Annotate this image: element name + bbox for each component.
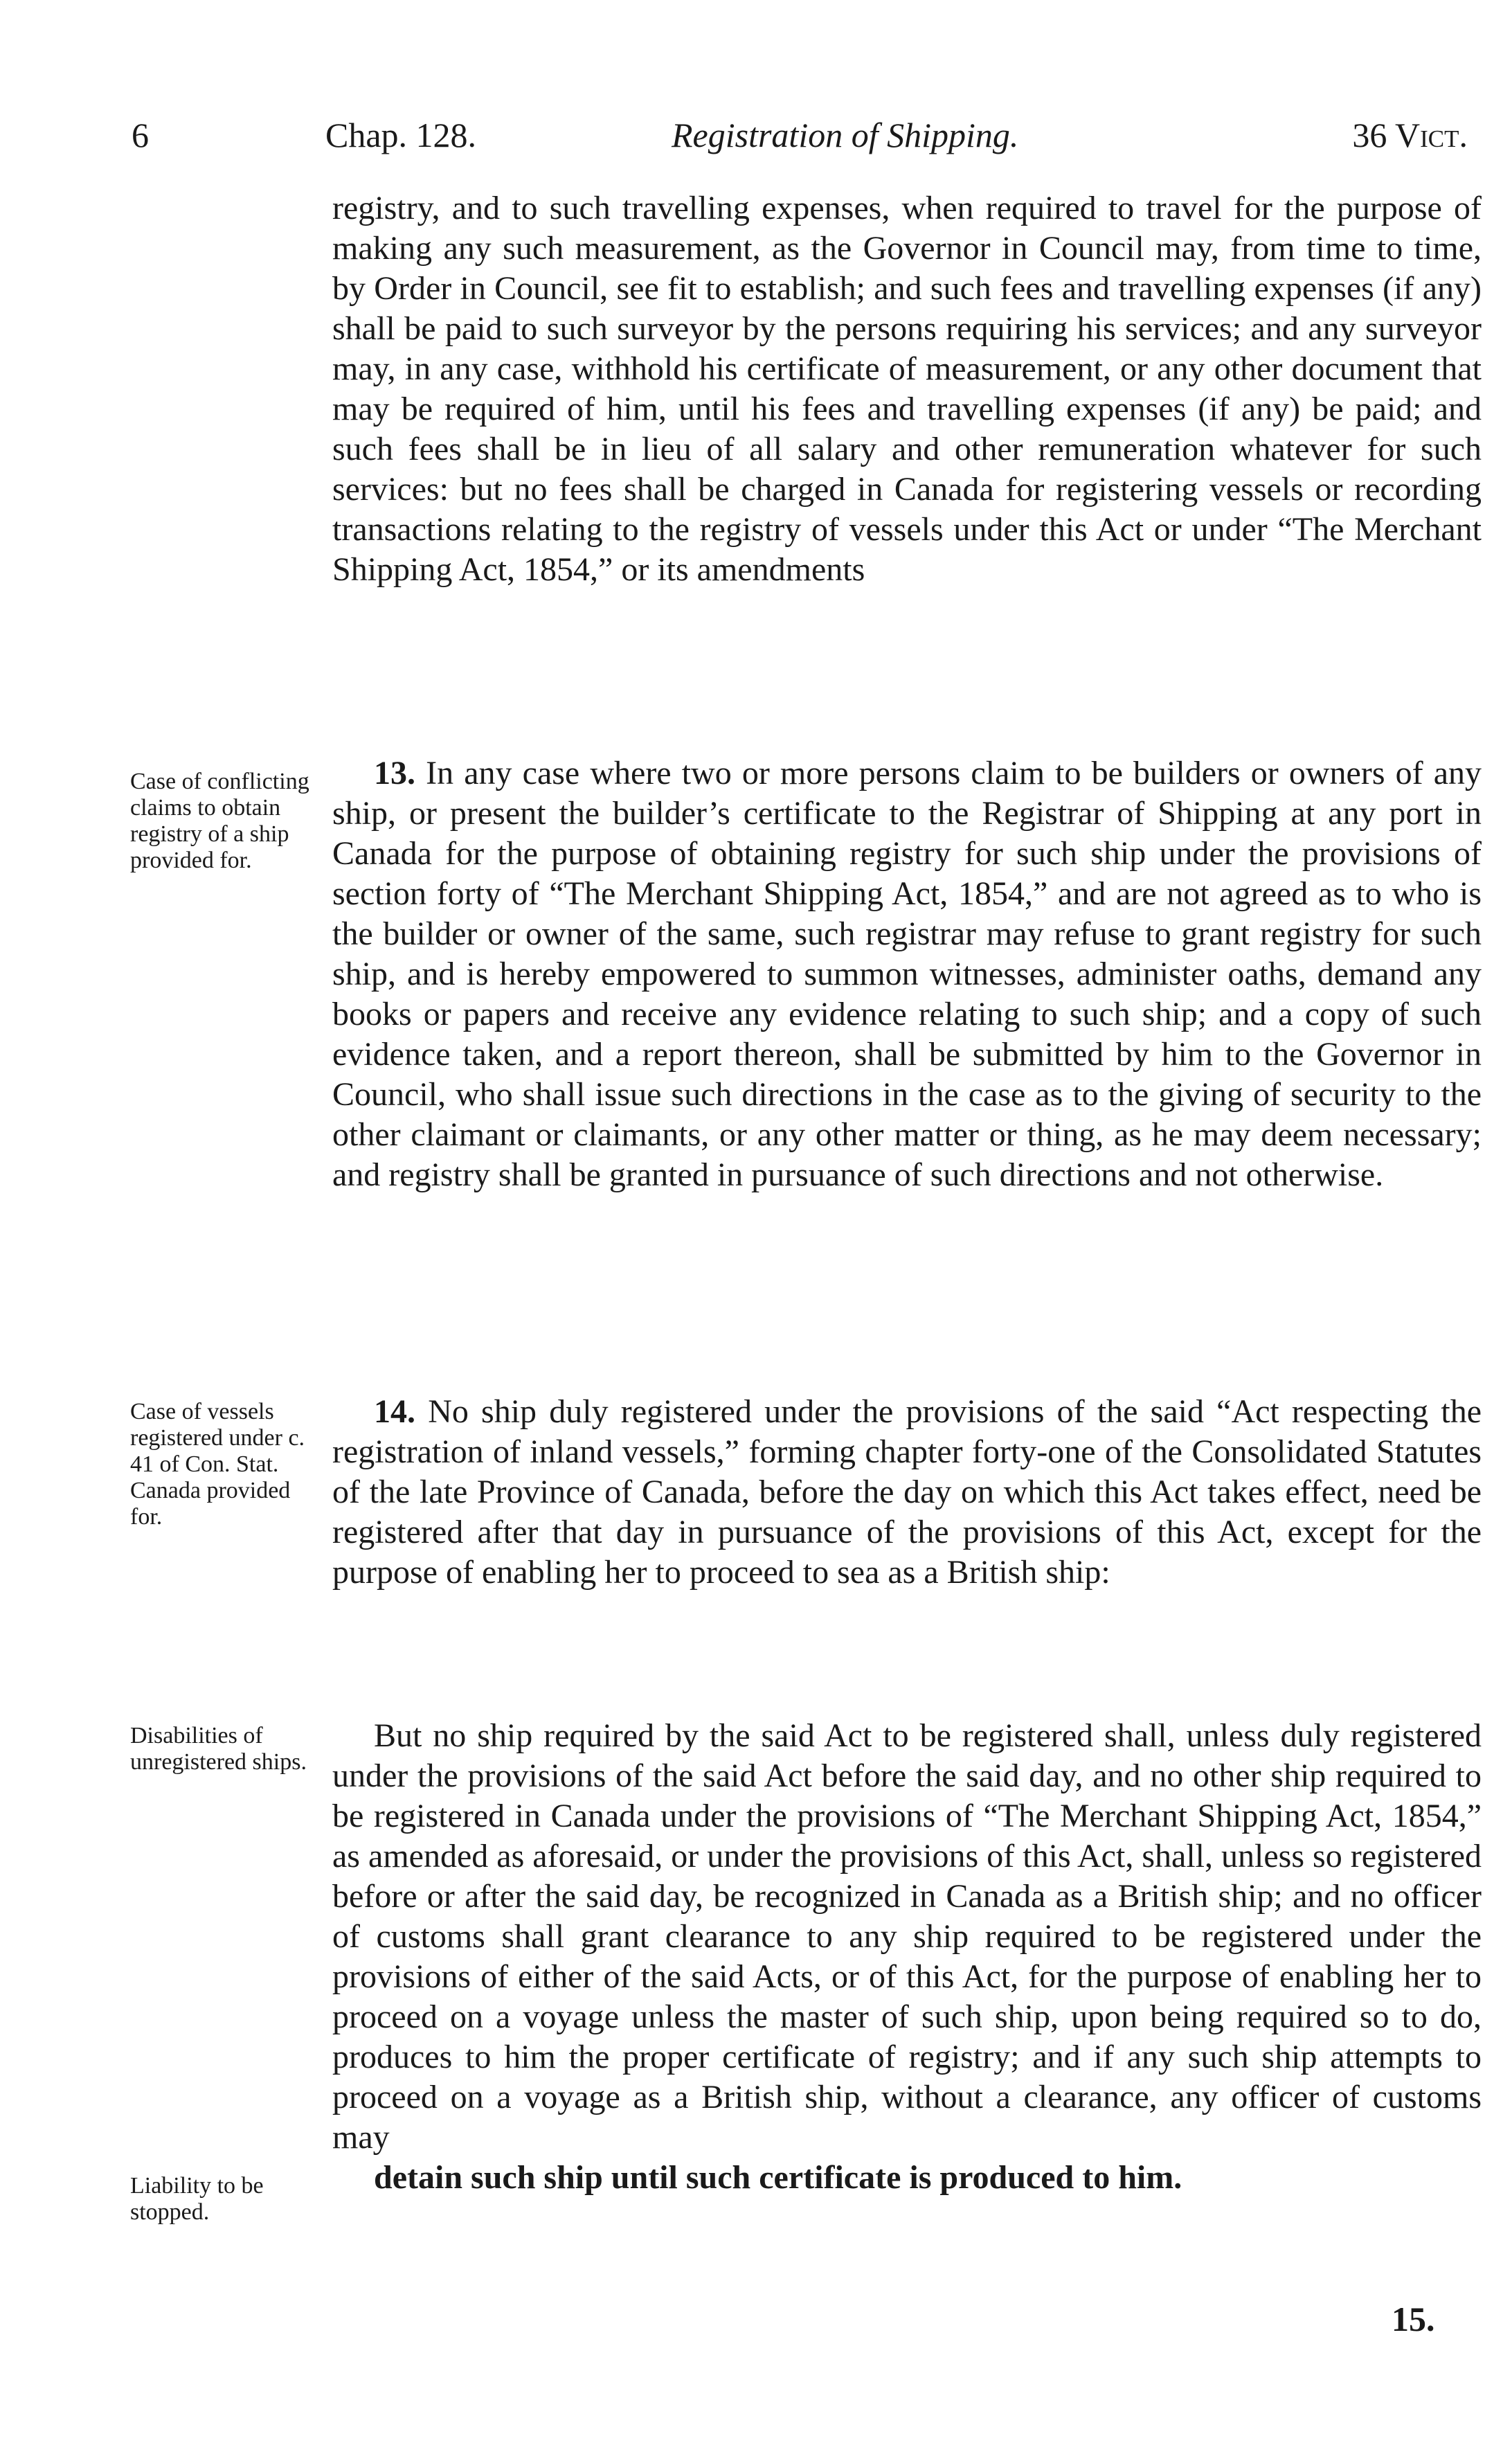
margin-note-disabilities: Disabilities of unregistered ships. bbox=[130, 1723, 307, 1775]
section-13-text: In any case where two or more persons claim to be builders or owners of any ship, or present the builder’s certificate to the Registrar of Shipping at any port in Canada for the purpose of obtaining registry for such ship under the provisions of section forty of “The Merchant Shipping Act, 1854,” and are not agreed as to who is the builder or owner of the same, such registrar may refuse to grant registry for such ship, and is hereby empowered to summon witnesses, administer oaths, demand any books or papers and receive any evidence relating to such ship; and a copy of such evidence taken, and a report thereon, shall be submitted by him to the Governor in Council, who shall issue such directions in the case as to the giving of security to the other claimant or claimants, or any other matter or thing, as he may deem necessary; and registry shall be granted in pursuance of such directions and not otherwise. bbox=[332, 755, 1482, 1193]
disabilities-paragraph-text: But no ship required by the said Act to be registered shall, unless duly registered under the provisions of the said Act before the said day, and no other ship required to be registered in Canada under the provisions of “The Merchant Shipping Act, 1854,” as amended as aforesaid, or under the provisions of this Act, shall, unless so registered before or after the said day, be recognized in Canada as a British ship; and no officer of customs shall grant clearance to any ship required to be registered under the provisions of either of the said Acts, or of this Act, for the purpose of enabling her to proceed on a voyage unless the master of such ship, upon being required so to do, produces to him the proper certificate of registry; and if any such ship attempts to proceed on a voyage as a British ship, without a clearance, any officer of customs may bbox=[332, 1717, 1482, 2156]
margin-note-liability: Liability to be stopped. bbox=[130, 2173, 264, 2225]
chapter-label: Chap. 128. bbox=[325, 116, 477, 154]
section-13 bbox=[332, 753, 1482, 1195]
section-14 bbox=[332, 1392, 1482, 1593]
section-14-paragraph bbox=[332, 1392, 1482, 1593]
continued-paragraph bbox=[332, 188, 1482, 590]
section-14-text: No ship duly registered under the provisions of the said “Act respecting the registration of inland vessels,” forming chapter forty-one of the Consolidated Statutes of the late Province of Canada, before the day on which this Act takes effect, need be registered after that day in pursuance of the provisions of this Act, except for the purpose of enabling her to proceed to sea as a British ship: bbox=[332, 1393, 1482, 1591]
margin-note-conflicting-claims: Case of conflicting claims to obtain registry of a ship provided for. bbox=[130, 769, 309, 873]
running-title: Registration of Shipping. bbox=[672, 116, 1019, 154]
section-14-number: 14. bbox=[374, 1393, 415, 1430]
disabilities-paragraph bbox=[332, 1716, 1482, 2198]
disabilities-last-line: detain such ship until such certificate is produced to him. bbox=[374, 2159, 1182, 2196]
margin-note-vessels-registered: Case of vessels registered under c. 41 of Con. Stat. Canada provided for. bbox=[130, 1399, 305, 1530]
section-13-number: 13. bbox=[374, 755, 415, 791]
page-number: 6 bbox=[132, 116, 149, 154]
section-13-paragraph bbox=[332, 753, 1482, 1195]
running-header bbox=[132, 111, 1468, 159]
catchword: 15. bbox=[1392, 2300, 1435, 2338]
regnal-year: 36 Vict. bbox=[1352, 116, 1468, 154]
continued-paragraph-text: registry, and to such travelling expenses, when required to travel for the purpose of making any such measurement, as the Governor in Council may, from time to time, by Order in Council, see fit to establish; and such fees and travelling expenses (if any) shall be paid to such surveyor by the persons requiring his services; and any surveyor may, in any case, withhold his certificate of measurement, or any other document that may be required of him, until his fees and travelling expenses (if any) be paid; and such fees shall be in lieu of all salary and other remuneration whatever for such services: but no fees shall be charged in Canada for registering vessels or recording transactions relating to the registry of vessels under this Act or under “The Merchant Shipping Act, 1854,” or its amendments bbox=[332, 190, 1482, 588]
